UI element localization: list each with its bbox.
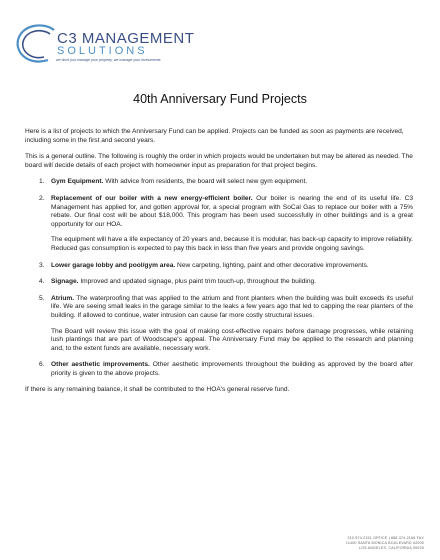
list-item-heading: Other aesthetic improvements.: [51, 361, 150, 369]
company-logo: [14, 22, 214, 68]
list-item-body: Our boiler is nearing the end of its useful life. C3 Management has applied for, and gotten approval for, a special program with SoCal Gas to replace our boiler with a 75% rebate. Our final cost will be about $18,000. This program has been used successfully in other buildings and is a great opportunity for our HOA.: [51, 194, 413, 228]
list-item-text: [51, 262, 413, 271]
list-item-text: [51, 178, 413, 187]
project-list: [25, 178, 413, 378]
list-item-heading: Replacement of our boiler with a new energy-efficient boiler.: [51, 194, 253, 202]
list-item: [25, 178, 413, 187]
list-item: [25, 278, 413, 287]
list-item: [25, 295, 413, 354]
document-body: [25, 128, 413, 403]
list-number: 6.: [39, 361, 45, 369]
list-item-text: [51, 361, 413, 378]
intro-paragraph-2: This is a general outline. The following is roughly the order in which projects would be undertaken but may be altered as needed. The board will decide details of each project with homeowner input as preparation for that project begins.: [25, 153, 413, 169]
footer-address-line: 11400 SANTA MONICA BOULEVARD #2000: [345, 541, 424, 545]
logo-word-management: MANAGEMENT: [81, 30, 195, 47]
logo-swoosh-icon: [14, 22, 62, 68]
list-item-body: Other aesthetic improvements throughout the building as approved by the board after priority is given to the above projects.: [51, 361, 413, 377]
closing-paragraph: If there is any remaining balance, it shall be contributed to the HOA's general reserve fund.: [25, 386, 290, 394]
list-item-body: New carpeting, lighting, paint and other decorative improvements.: [175, 261, 369, 269]
list-item-text: [51, 278, 413, 287]
list-number: 4.: [39, 278, 45, 286]
footer-city-line: LOS ANGELES, CALIFORNIA 90025: [358, 546, 424, 550]
list-item-text: [51, 295, 413, 321]
list-item-body: With advice from residents, the board will select new gym equipment.: [103, 178, 308, 186]
list-number: 5.: [39, 294, 45, 302]
list-item-extra: The equipment will have a life expectancy of 20 years and, because it is modular, has back-up capacity to improve reliability. Reduced gas consumption is expected to pay this back in less than five years and provide ongoing savings.: [51, 236, 413, 252]
list-item-text: [51, 195, 413, 229]
list-item-extra: The Board will review this issue with the goal of making cost-effective repairs before damage progresses, while retaining lush plantings that are part of Woodscape's appeal. The Anniversary Fund may be applied to the research and planning and, to the extent funds are available, necessary work.: [51, 327, 413, 352]
list-number: 3.: [39, 261, 45, 269]
logo-mark: C3: [57, 30, 78, 47]
list-item-body: The waterproofing that was applied to the atrium and front planters when the building was built exceeds its useful life. We are seeing small leaks in the garage similar to the leaks a few years ago that led to capping the rear planters of the building. If allowed to continue, water intrusion can cause far more costly structural issues.: [51, 294, 413, 319]
list-item-heading: Lower garage lobby and pool/gym area.: [51, 261, 176, 269]
intro-paragraph-1: Here is a list of projects to which the Anniversary Fund can be applied. Projects can be funded as soon as payments are received, including some in the first and second years.: [25, 128, 404, 144]
list-item-heading: Atrium.: [51, 294, 75, 302]
list-item-body: Improved and updated signage, plus paint trim touch-up, throughout the building.: [78, 278, 317, 286]
list-item: [25, 195, 413, 254]
footer-phone-line: 310.574.2151 OFFICE | 888.374.2166 FAX: [347, 536, 424, 540]
page-title: 40th Anniversary Fund Projects: [133, 92, 307, 106]
list-number: 2.: [39, 194, 45, 202]
list-item-heading: Signage.: [51, 278, 79, 286]
logo-line-solutions: SOLUTIONS: [57, 45, 148, 57]
list-item: [25, 361, 413, 378]
list-number: 1.: [39, 178, 45, 186]
logo-tagline: we don't just manage your property, we manage your investments: [56, 58, 161, 62]
list-item: [25, 262, 413, 271]
footer-contact: [346, 536, 424, 551]
list-item-heading: Gym Equipment.: [51, 178, 104, 186]
